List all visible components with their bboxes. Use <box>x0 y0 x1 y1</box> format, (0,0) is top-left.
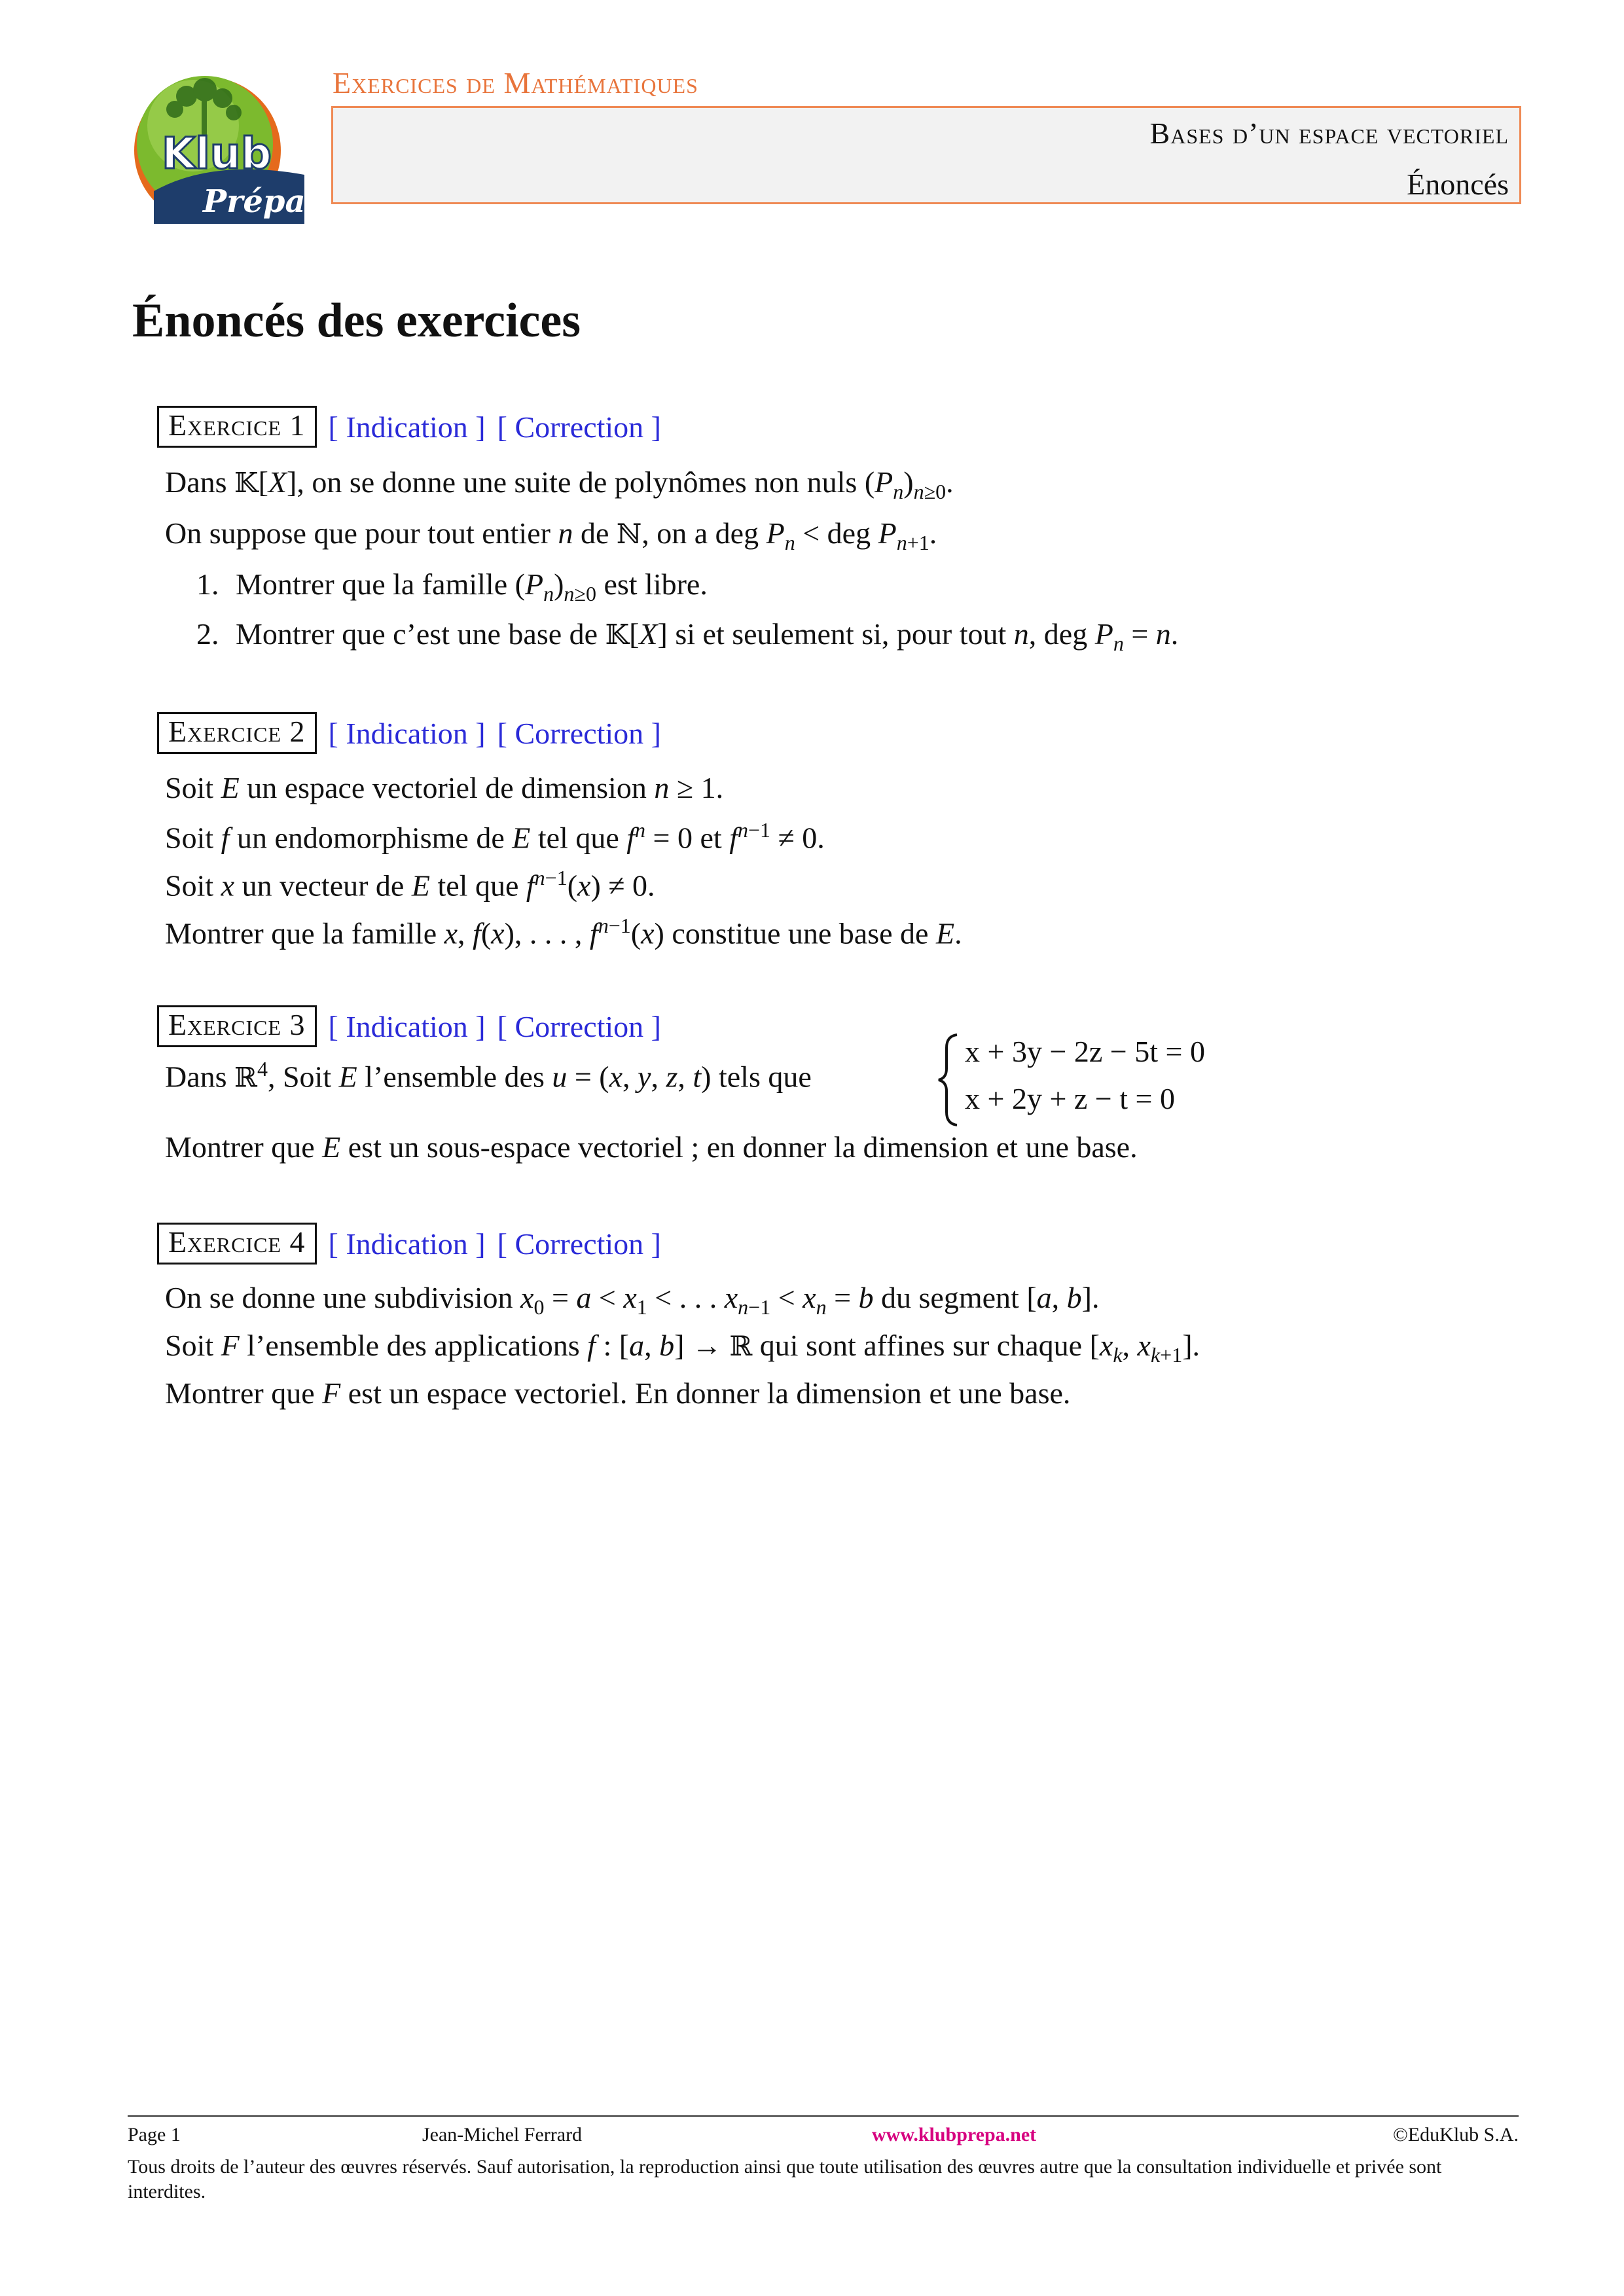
system-brace <box>935 1032 961 1128</box>
exercise-1-label: Exercice 1 <box>157 406 317 448</box>
ex1-question-2: 2. Montrer que c’est une base de 𝕂[X] si et seulement si, pour tout n, deg $P_n = n$. <box>196 617 1179 656</box>
exercise-1-header <box>157 406 673 448</box>
footer-copyright: ©EduKlub S.A. <box>1393 2124 1519 2145</box>
exercise-2-header <box>157 712 673 754</box>
chapter-box <box>331 106 1521 204</box>
chapter-title: Bases d’un espace vectoriel <box>1149 117 1509 150</box>
page-title: Énoncés des exercices <box>132 294 581 348</box>
section-title: Énoncés <box>1407 168 1509 201</box>
svg-text:Prépa: Prépa <box>203 183 306 220</box>
footer-website-link[interactable]: www.klubprepa.net <box>872 2124 1037 2145</box>
exercise-2-label: Exercice 2 <box>157 712 317 754</box>
svg-text:Klub: Klub <box>162 128 272 179</box>
ex4-line-1: On se donne une subdivision $x_0 = a < x_1$ < . . . $x_{n-1} < x_n = b$ du segment [a, b]. <box>165 1281 1100 1319</box>
ex2-line-3: Soit x un vecteur de E tel que $f^{n-1}(x) \ne 0$. <box>165 866 655 903</box>
ex1-statement-line: Dans 𝕂[X], on se donne une suite de polynômes non nuls $(P_n)_{n\ge 0}$. <box>165 465 954 504</box>
exercise-4-header <box>157 1223 673 1265</box>
ex4-line-3: Montrer que F est un espace vectoriel. En donner la dimension et une base. <box>165 1376 1071 1410</box>
exercise-2-correction-link[interactable]: [ Correction ] <box>497 716 661 750</box>
exercise-3-correction-link[interactable]: [ Correction ] <box>497 1009 661 1043</box>
exercise-3-label: Exercice 3 <box>157 1005 317 1047</box>
footer-rights-notice: Tous droits de l’auteur des œuvres réservés. Sauf autorisation, la reproduction ainsi que toute utilisation des œuvres autre que la consultation individuelle et privée sont interdites. <box>128 2156 1442 2202</box>
exercise-1-indication-link[interactable]: [ Indication ] <box>328 410 486 444</box>
klubprepa-logo <box>115 60 311 227</box>
system-equation-2: x + 2y + z − t = 0 <box>965 1082 1175 1115</box>
ex3-line-1: Dans ℝ$^4$, Soit E l’ensemble des u = (x, y, z, t) tels que <box>165 1057 812 1094</box>
ex2-line-1: Soit E un espace vectoriel de dimension n ≥ 1. <box>165 771 724 804</box>
exercise-2-indication-link[interactable]: [ Indication ] <box>328 716 486 750</box>
exercise-1-correction-link[interactable]: [ Correction ] <box>497 410 661 444</box>
exercise-3-header <box>157 1005 673 1047</box>
ex2-line-4: Montrer que la famille x, f(x), . . . , $f^{n-1}(x)$ constitue une base de E. <box>165 914 962 950</box>
ex2-line-2: Soit f un endomorphisme de E tel que $f^n = 0$ et $f^{n-1} \ne 0$. <box>165 818 825 855</box>
exercise-3-indication-link[interactable]: [ Indication ] <box>328 1009 486 1043</box>
footer-author: Jean-Michel Ferrard <box>422 2124 583 2145</box>
exercise-4-correction-link[interactable]: [ Correction ] <box>497 1227 661 1261</box>
exercise-4-label: Exercice 4 <box>157 1223 317 1265</box>
exercise-4-indication-link[interactable]: [ Indication ] <box>328 1227 486 1261</box>
ex4-line-2: Soit F l’ensemble des applications f : [a, b] → ℝ qui sont affines sur chaque [$x_k$, $x_{k+1}$]. <box>165 1329 1200 1367</box>
ex3-line-2: Montrer que E est un sous-espace vectoriel ; en donner la dimension et une base. <box>165 1130 1138 1164</box>
footer-page-number: Page 1 <box>128 2124 181 2145</box>
system-equation-1: x + 3y − 2z − 5t = 0 <box>965 1035 1205 1068</box>
footer-divider <box>128 2115 1519 2117</box>
series-title: Exercices de Mathématiques <box>333 66 698 99</box>
ex1-hypothesis-line: On suppose que pour tout entier n de ℕ, on a deg $P_n$ < deg $P_{n+1}$. <box>165 516 937 555</box>
ex1-question-1: 1. Montrer que la famille $(P_n)_{n\ge 0}$ est libre. <box>196 567 708 606</box>
